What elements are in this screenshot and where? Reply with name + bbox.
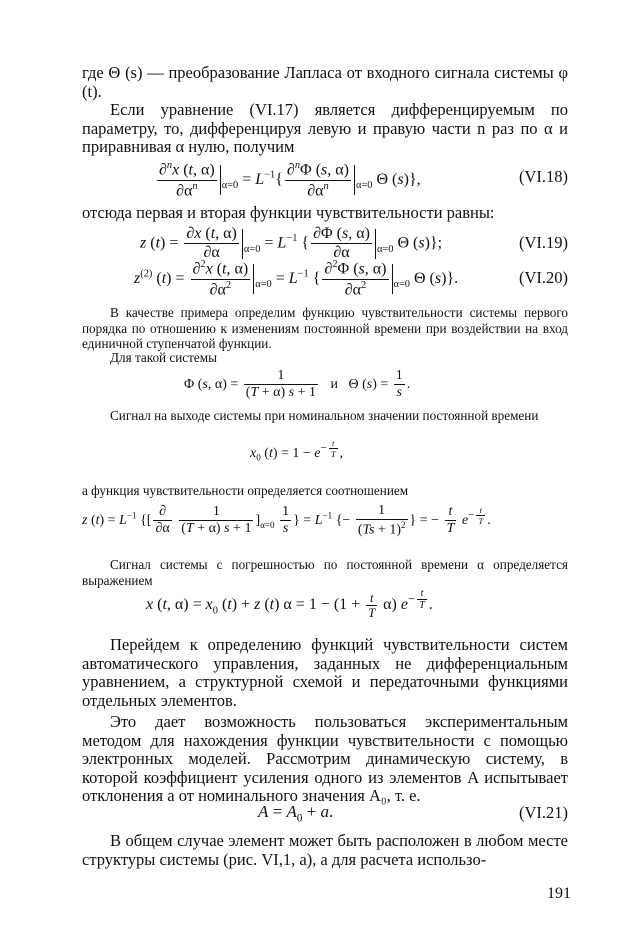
- paragraph-for-such-system: Для такой системы: [110, 350, 217, 365]
- equation-sensitivity-function: z $(t) = L^{-1}$ {[ $\frac{\partial}{\partial\alpha}$ $\frac{1}{(T + \alpha) s + 1}$ ]$_{\alpha=0}$ $\frac{1}{s}$ } = $L^{-1}$ {− $\frac{1}{(Ts + 1)^2}$ } = − $\frac{t}{T}$ $e^{- \frac{t}{T}}$ .: [82, 503, 491, 538]
- paragraph-sensitivity-relation: а функция чувствительности определяется соотношением: [82, 483, 409, 498]
- equation-vi19: z (t) = $\frac{\partial x (t, \alpha)}{\partial\alpha}$ $_{\alpha=0} = L^{-1}$ { $\frac{\partial\Phi (s, \alpha)}{\partial\alpha}$ $_{\alpha=0}$ Θ (s)};: [140, 225, 443, 262]
- paragraph-laplace: где Θ (s) — преобразование Лапласа от входного сигнала системы φ (t).: [82, 63, 568, 101]
- equation-number-vi21: (VI.21): [518, 803, 568, 822]
- equation-number-vi18: (VI.18): [518, 167, 568, 186]
- page-number: 191: [547, 885, 571, 902]
- equation-number-vi19: (VI.19): [518, 233, 568, 252]
- paragraph-experimental-method: Это дает возможность пользоваться экспериментальным методом для нахождения функции чувствительности с помощью электронных моделей. Рассмотрим динамическую систему, в которой коэффициент усиления одного из элементов A испытывает отклонения a от номинального значения A₀, т. е.: [82, 712, 568, 805]
- paragraph-first-second: отсюда первая и вторая функции чувствительности равны:: [82, 203, 495, 222]
- paragraph-structural-scheme: Перейдем к определению функций чувствительности систем автоматического управления, заданных не дифференциальным уравнением, а структурной схемой и передаточными функциями отдельных элементов.: [82, 635, 568, 710]
- equation-transfer-function: Φ (s, α) = $\frac{1}{(T + \alpha) s + 1}$ и Θ (s) = $\frac{1}{s}$ .: [184, 368, 411, 401]
- paragraph-general-case: В общем случае элемент может быть расположен в любом месте структуры системы (рис. VI,1, a), а для расчета использо-: [82, 831, 568, 869]
- equation-vi20: $z^{(2)}$ (t) = $\frac{\partial^2x (t, \alpha)}{\partial\alpha^2}$ $_{\alpha=0} = L^{-1}$ { $\frac{\partial^2\Phi (s, \alpha)}{\partial\alpha^2}$ $_{\alpha=0}$ Θ (s)}.: [134, 259, 459, 299]
- equation-nominal-output: $x_0$ $(t) = 1 - e^{- \frac{t}{T}}$ ,: [250, 438, 344, 463]
- paragraph-error-signal: Сигнал системы с погрешностью по постоянной времени α определяется выражением: [82, 557, 568, 588]
- equation-signal-with-error: x (t, $\alpha) = x_0$ (t) + z (t) α = 1 − (1 + $\frac{t}{T}$ α) $e^{- \frac{t}{T}}$ .: [146, 588, 433, 621]
- paragraph-output-signal: Сигнал на выходе системы при номинальном значении постоянной времени: [110, 408, 539, 423]
- equation-vi21: $A = A_0 + a$.: [258, 802, 334, 825]
- paragraph-example: В качестве примера определим функцию чувствительности системы первого порядка по отношению к изменениям постоянной времени при воздействии на вход единичной ступенчатой функции.: [82, 305, 568, 351]
- paragraph-differentiable: Если уравнение (VI.17) является дифференцируемым по параметру, то, дифференцируя левую и правую части n раз по α и приравнивая α нулю, получим: [82, 100, 568, 156]
- equation-vi18: $\frac{\partial^nx (t, \alpha)}{\partial\alpha^n}$ $_{\alpha=0} = L^{-1}${ $\frac{\partial^n\Phi (s, \alpha)}{\partial\alpha^n}$ $_{\alpha=0}$ Θ (s)},: [159, 160, 421, 200]
- equation-number-vi20: (VI.20): [518, 268, 568, 287]
